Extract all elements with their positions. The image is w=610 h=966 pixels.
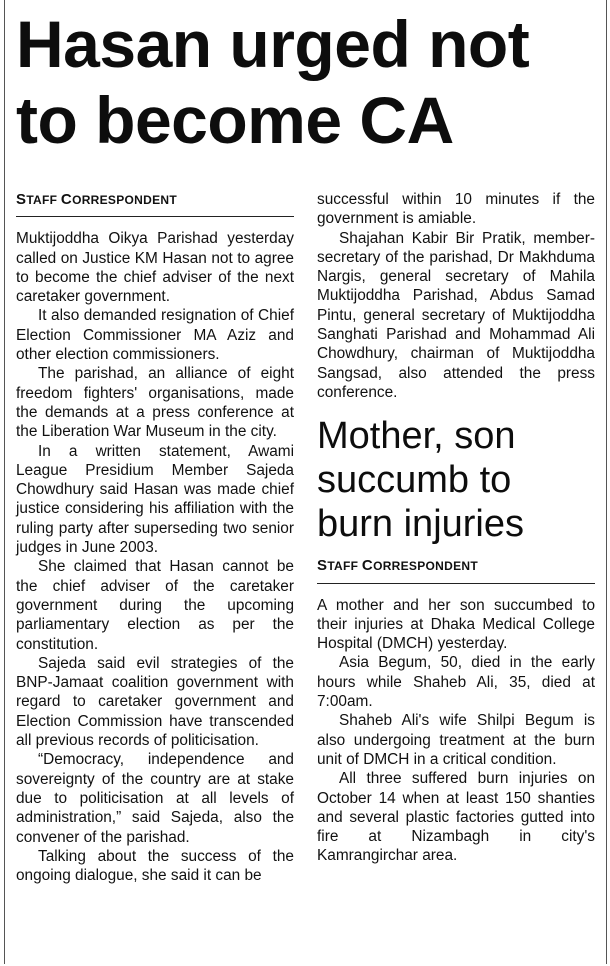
article-left-column	[16, 190, 294, 885]
paragraph: Shajahan Kabir Bir Pratik, member-secretary of the parishad, Dr Makhduma Nargis, general secretary of Mahila Muktijoddha Parishad, Abdus Samad Pintu, general secretary of Muktijoddha Sanghati Parishad and Mohammad Ali Chowdhury, chairman of Muktijoddha Sangsad, also attended the press conference.	[317, 229, 595, 401]
paragraph: It also demanded resignation of Chief Election Commissioner MA Aziz and other election commissioners.	[16, 307, 294, 364]
paragraph: “Democracy, independence and sovereignty of the country are at stake due to politicisation at all levels of administration,” said Sajeda, also the convener of the parishad.	[16, 751, 294, 846]
article-headline: Hasan urged not to become CA	[16, 7, 530, 157]
second-article-headline: Mother, son succumb to burn injuries	[317, 415, 524, 546]
paragraph: successful within 10 minutes if the government is amiable.	[317, 191, 595, 228]
paragraph: The parishad, an alliance of eight freedom fighters' organisations, made the demands at a press conference at the Liberation War Museum in the city.	[16, 365, 294, 441]
article-right-column	[317, 190, 595, 866]
second-article-byline: STAFF CORRESPONDENT	[317, 556, 595, 583]
paragraph: All three suffered burn injuries on October 14 when at least 150 shanties and several plastic factories gutted into fire at Nizambagh in city's Kamrangirchar area.	[317, 770, 595, 865]
paragraph: Shaheb Ali's wife Shilpi Begum is also undergoing treatment at the burn unit of DMCH in a critical condition.	[317, 712, 595, 768]
paragraph: She claimed that Hasan cannot be the chief adviser of the caretaker government during the upcoming parliamentary election as per the constitution.	[16, 558, 294, 653]
paragraph: Asia Begum, 50, died in the early hours while Shaheb Ali, 35, died at 7:00am.	[317, 654, 595, 711]
paragraph: Sajeda said evil strategies of the BNP-Jamaat coalition government with regard to caretaker government and Election Commission have transcended all previous records of politicisation.	[16, 654, 294, 750]
paragraph: In a written statement, Awami League Presidium Member Sajeda Chowdhury said Hasan was made chief justice considering his affiliation with the ruling party after superseding two senior judges in June 2003.	[16, 442, 294, 557]
article-byline: STAFF CORRESPONDENT	[16, 190, 294, 217]
paragraph: Talking about the success of the ongoing dialogue, she said it can be	[16, 847, 294, 885]
paragraph: Muktijoddha Oikya Parishad yesterday called on Justice KM Hasan not to agree to become the chief adviser of the next caretaker government.	[16, 230, 294, 306]
paragraph: A mother and her son succumbed to their injuries at Dhaka Medical College Hospital (DMCH) yesterday.	[317, 596, 595, 653]
